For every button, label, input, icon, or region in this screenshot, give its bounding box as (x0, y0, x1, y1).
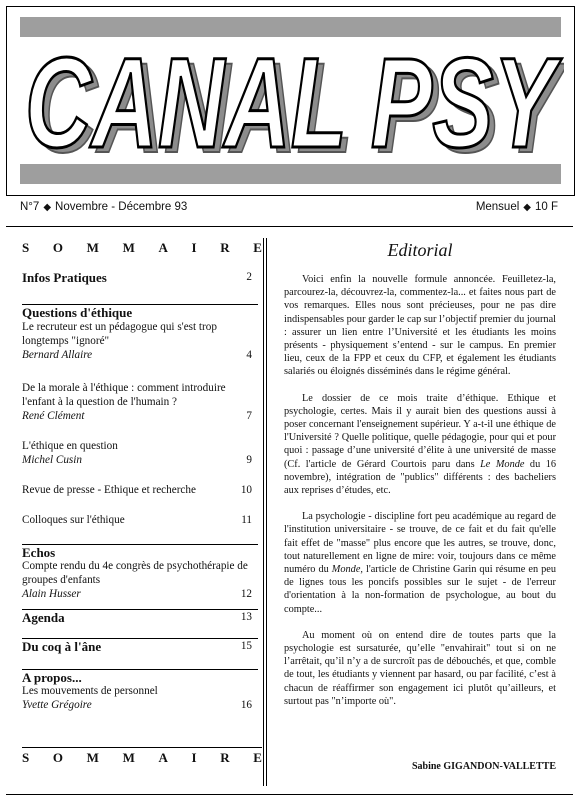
toc-entry[interactable]: Colloques sur l'éthique 11 (22, 514, 252, 526)
issue-price-info (476, 201, 558, 213)
toc-section-agenda[interactable]: Agenda 13 (22, 608, 258, 626)
toc-entry[interactable]: Le recruteur est un pédagogue qui s'est trop longtemps "ignoré" Bernard Allaire 4 (22, 321, 252, 361)
editorial-title: Editorial (387, 240, 453, 260)
toc-entry[interactable]: De la morale à l'éthique : comment introduire l'enfant à la question de l'humain ? René Clément 7 (22, 382, 252, 422)
issue-line (20, 201, 558, 219)
frequency: Mensuel (475, 201, 520, 213)
editorial-body (284, 273, 556, 721)
header-rule (6, 226, 573, 227)
sommaire-header: S O M M A I R E (22, 240, 262, 255)
issue-info (20, 201, 187, 213)
issue-number: N°7 (20, 201, 40, 213)
editorial-signature: Sabine GIGANDON-VALLETTE (411, 761, 556, 772)
toc-section-infos[interactable]: Infos Pratiques 2 (22, 270, 252, 285)
editorial-paragraph: Le dossier de ce mois traite d’éthique. Ethique et psychologie, certes. Mais il y aurait bien des questions aussi à poser concernant l'enseignement supérieur. Y a-t-il une éthique de l'Université ? Quelle politique, quelle pédagogie, pour qui et pour quoi : passage d’une université d’élite à une université de masse (Cf. l'article de Gérard Courtois paru dans Le Monde du 16 novembre), intégration de "publics" différents : des bacheliers aux reprises d’études, etc. (284, 392, 556, 497)
toc-section-echos[interactable]: Echos (22, 544, 258, 560)
toc-entry[interactable]: Compte rendu du 4e congrès de psychothérapie de groupes d'enfants Alain Husser 12 (22, 560, 252, 600)
masthead-bottom-bar (20, 164, 561, 184)
toc-section-coq[interactable]: Du coq à l'âne 15 (22, 637, 258, 655)
price: 10 F (534, 201, 558, 213)
diamond-icon: ◆ (43, 202, 52, 213)
issue-date: Novembre - Décembre 93 (55, 201, 188, 213)
masthead-top-bar (20, 17, 561, 37)
toc-section-ethique[interactable]: Questions d'éthique (22, 304, 258, 320)
sommaire-footer: S O M M A I R E (22, 747, 262, 766)
toc-entry[interactable]: Revue de presse - Ethique et recherche 10 (22, 484, 252, 496)
toc-entry[interactable]: L'éthique en question Michel Cusin 9 (22, 440, 252, 466)
editorial-paragraph: Au moment où on entend dire de toutes parts que la psychologie est sursaturée, qu’elle "envahirait" tout si on ne l’arrêtait, qu’il n’y a de surcroît pas de débouchés, et que, comble de tout, les étudiants y viennent par hasard, ou par facilité, c’est à chacun de réaffirmer son engagement ici plutôt qu’ailleurs, et surtout pas "n’importe où". (284, 629, 556, 707)
diamond-icon: ◆ (523, 202, 531, 213)
page-bottom-rule (6, 794, 573, 795)
toc-section-apropos[interactable]: A propos... (22, 669, 258, 685)
canal-psy-logo (17, 39, 564, 161)
editorial-paragraph: La psychologie - discipline fort peu académique au regard de l'institution universitaire - se trouve, de ce fait et du fait qu'elle fait effet de "masse" plus encore que les autres, se trouve, donc, tout naturellement en ligne de mire: voir, toujours dans ce même numéro du Monde, l'article de Christine Garin qui résume en peu de lignes tous les poncifs possibles sur le sujet - de l'erreur d'orientation à la non-formation de psychologue, au bout du compte... (284, 511, 556, 615)
column-divider-outer (266, 238, 267, 786)
editorial-paragraph: Voici enfin la nouvelle formule annoncée. Feuilletez-la, parcourez-la, découvrez-la, commentez-la... et faites nous part de vos remarques. Elles nous sont précieuses, pour ne pas dire indispensables pour garder le cap sur l’objectif premier du journal : assurer un lien entre l’Université et les étudiants les moins présents - physiquement s’entend - sur le campus. En premier lieu, ceux de la FPP et ceux du CFP, et également les étudiants salariés ou éloignés disséminés dans le régime général. (284, 274, 556, 378)
toc-entry[interactable]: Les mouvements de personnel Yvette Grégoire 16 (22, 685, 252, 711)
column-divider (263, 238, 264, 786)
masthead (6, 6, 575, 196)
